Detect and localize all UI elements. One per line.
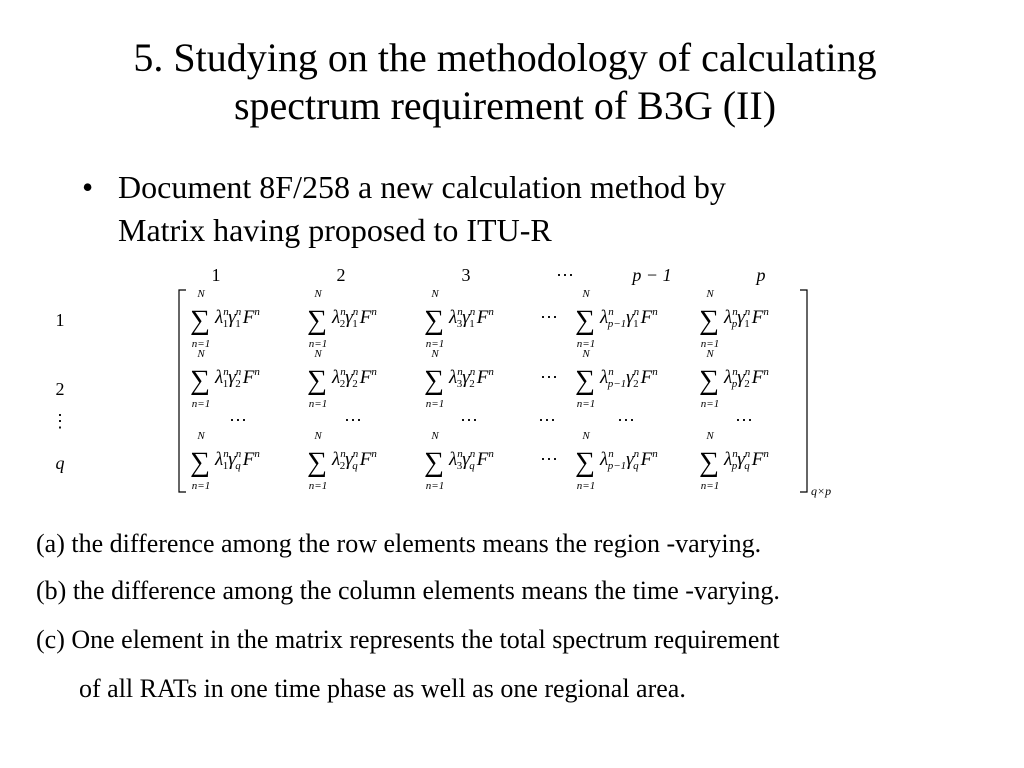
bullet-text-line-1: Document 8F/258 a new calculation method by bbox=[118, 169, 726, 205]
matrix-element-term: $\lambda^n$ $p-1\gamma^n$ q $F^n$ bbox=[600, 448, 658, 472]
matrix-element-term: $\lambda^n$ $1\gamma^n$ q $F^n$ bbox=[215, 448, 260, 472]
spectrum-matrix-figure bbox=[0, 255, 1024, 505]
bullet-item bbox=[82, 166, 902, 252]
summation-symbol: ∑ bbox=[424, 365, 444, 396]
sum-lower-limit: n=1 bbox=[576, 338, 596, 350]
summation-symbol: ∑ bbox=[424, 447, 444, 478]
sum-upper-limit: N bbox=[582, 430, 590, 442]
matrix-ellipsis: ⋯ bbox=[540, 367, 558, 387]
matrix-element-term: $\lambda^n$ $3\gamma^n$ 2 $F^n$ bbox=[449, 366, 494, 390]
matrix-ellipsis: ⋯ bbox=[617, 410, 635, 430]
sum-upper-limit: N bbox=[314, 430, 322, 442]
summation-symbol: ∑ bbox=[307, 447, 327, 478]
matrix-column-header: 3 bbox=[461, 265, 471, 285]
sum-lower-limit: n=1 bbox=[576, 398, 596, 410]
matrix-column-header: 1 bbox=[211, 265, 221, 285]
matrix-element-term: $\lambda^n$ $3\gamma^n$ 1 $F^n$ bbox=[449, 306, 494, 330]
matrix-element-term: $\lambda^n$ $p\gamma^n$ 2 $F^n$ bbox=[724, 366, 769, 390]
statement-b: (b) the difference among the column elements means the time -varying. bbox=[36, 576, 780, 605]
sum-lower-limit: n=1 bbox=[308, 338, 328, 350]
statement-c-line-1: (c) One element in the matrix represents the total spectrum requirement bbox=[36, 625, 780, 654]
matrix-dimension: q×p bbox=[811, 484, 832, 498]
statement-c-line-2: of all RATs in one time phase as well as one regional area. bbox=[79, 674, 686, 703]
matrix-row-header: q bbox=[55, 453, 65, 473]
slide-title-line-2: spectrum requirement of B3G (II) bbox=[233, 83, 777, 128]
sum-lower-limit: n=1 bbox=[191, 480, 211, 492]
matrix-element-term: $\lambda^n$ $p-1\gamma^n$ 1 $F^n$ bbox=[600, 306, 658, 330]
sum-upper-limit: N bbox=[706, 430, 714, 442]
summation-symbol: ∑ bbox=[190, 305, 210, 336]
sum-upper-limit: N bbox=[582, 348, 590, 360]
matrix-ellipsis: ⋯ bbox=[540, 307, 558, 327]
sum-upper-limit: N bbox=[314, 288, 322, 300]
spectrum-matrix bbox=[0, 255, 1024, 505]
sum-lower-limit: n=1 bbox=[700, 338, 720, 350]
sum-lower-limit: n=1 bbox=[425, 338, 445, 350]
matrix-ellipsis: ⋯ bbox=[735, 410, 753, 430]
summation-symbol: ∑ bbox=[424, 305, 444, 336]
sum-lower-limit: n=1 bbox=[191, 398, 211, 410]
summation-symbol: ∑ bbox=[190, 447, 210, 478]
matrix-element-term: $\lambda^n$ $p\gamma^n$ 1 $F^n$ bbox=[724, 306, 769, 330]
summation-symbol: ∑ bbox=[699, 365, 719, 396]
matrix-ellipsis: ⋯ bbox=[460, 410, 478, 430]
sum-lower-limit: n=1 bbox=[700, 480, 720, 492]
sum-lower-limit: n=1 bbox=[576, 480, 596, 492]
sum-upper-limit: N bbox=[314, 348, 322, 360]
sum-lower-limit: n=1 bbox=[425, 398, 445, 410]
matrix-element-term: $\lambda^n$ $1\gamma^n$ 2 $F^n$ bbox=[215, 366, 260, 390]
sum-lower-limit: n=1 bbox=[700, 398, 720, 410]
matrix-element-term: $\lambda^n$ $3\gamma^n$ q $F^n$ bbox=[449, 448, 494, 472]
slide-title bbox=[0, 34, 1010, 130]
matrix-ellipsis: ⋯ bbox=[229, 410, 247, 430]
matrix-row-header: 1 bbox=[55, 310, 65, 330]
summation-symbol: ∑ bbox=[575, 447, 595, 478]
matrix-left-bracket bbox=[179, 290, 186, 492]
sum-lower-limit: n=1 bbox=[308, 480, 328, 492]
sum-upper-limit: N bbox=[706, 348, 714, 360]
summation-symbol: ∑ bbox=[307, 305, 327, 336]
sum-lower-limit: n=1 bbox=[308, 398, 328, 410]
sum-upper-limit: N bbox=[431, 288, 439, 300]
matrix-element-term: $\lambda^n$ $2\gamma^n$ q $F^n$ bbox=[332, 448, 377, 472]
summation-symbol: ∑ bbox=[699, 305, 719, 336]
sum-upper-limit: N bbox=[582, 288, 590, 300]
matrix-ellipsis: ⋯ bbox=[540, 449, 558, 469]
matrix-right-bracket bbox=[800, 290, 807, 492]
bullet-text-line-2: Matrix having proposed to ITU-R bbox=[118, 212, 552, 248]
matrix-element-term: $\lambda^n$ $p\gamma^n$ q $F^n$ bbox=[724, 448, 769, 472]
matrix-column-header: p − 1 bbox=[632, 265, 672, 285]
summation-symbol: ∑ bbox=[190, 365, 210, 396]
matrix-element-term: $\lambda^n$ $2\gamma^n$ 1 $F^n$ bbox=[332, 306, 377, 330]
sum-lower-limit: n=1 bbox=[425, 480, 445, 492]
matrix-element-term: $\lambda^n$ $1\gamma^n$ 1 $F^n$ bbox=[215, 306, 260, 330]
sum-upper-limit: N bbox=[706, 288, 714, 300]
matrix-column-header: p bbox=[756, 265, 766, 285]
summation-symbol: ∑ bbox=[307, 365, 327, 396]
sum-lower-limit: n=1 bbox=[191, 338, 211, 350]
summation-symbol: ∑ bbox=[575, 305, 595, 336]
matrix-column-header: ⋯ bbox=[556, 265, 574, 285]
sum-upper-limit: N bbox=[197, 288, 205, 300]
matrix-row-header: ⋮ bbox=[51, 411, 69, 431]
summation-symbol: ∑ bbox=[699, 447, 719, 478]
matrix-element-term: $\lambda^n$ $p-1\gamma^n$ 2 $F^n$ bbox=[600, 366, 658, 390]
slide-title-line-1: 5. Studying on the methodology of calculating bbox=[133, 35, 877, 80]
matrix-element-term: $\lambda^n$ $2\gamma^n$ 2 $F^n$ bbox=[332, 366, 377, 390]
summation-symbol: ∑ bbox=[575, 365, 595, 396]
sum-upper-limit: N bbox=[197, 348, 205, 360]
matrix-ellipsis: ⋯ bbox=[344, 410, 362, 430]
statement-a: (a) the difference among the row elements means the region -varying. bbox=[36, 529, 762, 558]
bullet-marker: • bbox=[82, 169, 94, 205]
matrix-row-header: 2 bbox=[55, 379, 65, 399]
sum-upper-limit: N bbox=[431, 430, 439, 442]
matrix-ellipsis: ⋯ bbox=[538, 410, 556, 430]
matrix-column-header: 2 bbox=[336, 265, 346, 285]
sum-upper-limit: N bbox=[197, 430, 205, 442]
sum-upper-limit: N bbox=[431, 348, 439, 360]
